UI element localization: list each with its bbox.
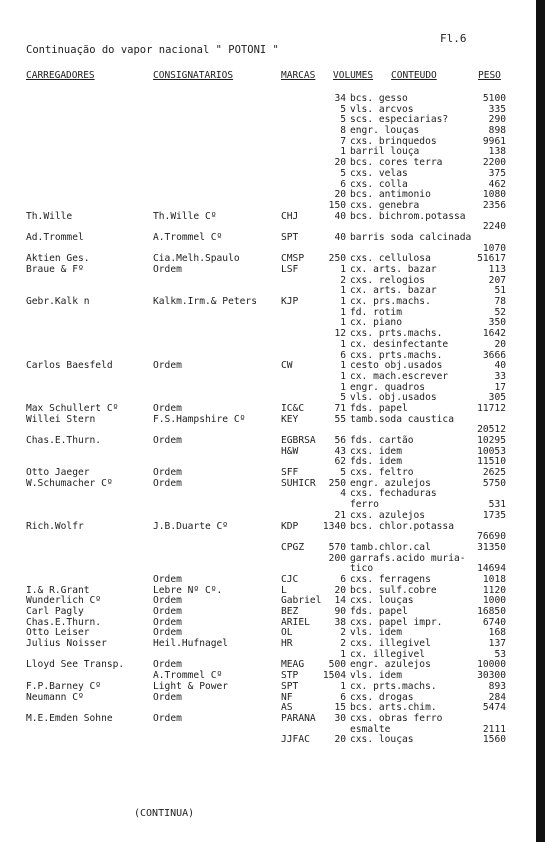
table-row [0,201,545,212]
contents-cell: tamb.chlor.cal [350,541,431,553]
volumes-cell: 14 [334,595,346,607]
weight-cell: 138 [488,146,506,158]
marks-cell: CW [281,360,293,372]
shipper-cell: Otto Jaeger [26,467,90,479]
table-row [0,511,545,522]
consignee-cell: Lebre Nº Cº. [153,584,223,596]
volumes-cell: 1 [340,264,346,275]
marks-cell: SPT [281,231,299,243]
table-row [0,308,545,319]
weight-cell: 11712 [477,402,506,414]
volumes-cell: 5 [340,467,346,479]
consignee-cell: Ordem [153,627,182,639]
weight-cell: 898 [488,125,506,137]
contents-cell: cxs. azulejos [350,509,426,521]
contents-cell: cxs. brinquedos [350,135,437,147]
contents-cell: cxs. prts.machs. [350,328,443,340]
weight-cell: 2240 [482,221,506,233]
contents-cell: bcs. gesso [350,93,408,104]
weight-cell: 168 [488,627,506,639]
volumes-cell: 2 [340,627,346,639]
weight-cell: 1018 [482,573,506,585]
table-row [0,447,545,458]
marks-cell: KDP [281,520,299,532]
contents-cell: esmalte [350,723,391,735]
shipper-cell: Chas.E.Thurn. [26,435,102,446]
weight-cell: 52 [494,306,506,318]
volumes-cell: 62 [334,456,346,468]
marks-cell: ARIEL [281,616,310,628]
marks-cell: CMSP [281,253,305,265]
volumes-cell: 6 [340,691,346,703]
weight-cell: 10053 [477,445,506,457]
shipper-cell: Otto Leiser [26,627,90,639]
volumes-cell: 200 [328,552,346,564]
weight-cell: 375 [488,167,506,179]
table-row [0,126,545,137]
contents-cell: cxs. obras ferro [350,712,443,724]
weight-cell: 1070 [482,242,506,254]
contents-cell: barris soda calcinada [350,231,472,243]
volumes-cell: 8 [340,125,346,137]
header-weight: PESO [478,70,501,81]
weight-cell: 350 [488,317,506,329]
marks-cell: BEZ [281,606,299,617]
table-row [0,682,545,693]
consignee-cell: Ordem [153,595,182,607]
marks-cell: HR [281,638,293,650]
marks-cell: KJP [281,296,299,308]
weight-cell: 284 [488,691,506,703]
volumes-cell: 71 [334,402,346,414]
document-title: Continuação do vapor nacional " POTONI " [26,44,279,56]
marks-cell: NF [281,691,293,703]
marks-cell: PARANA [281,712,316,724]
contents-cell: cxs. genebra [350,199,420,211]
volumes-cell: 1504 [322,670,346,682]
volumes-cell: 250 [328,477,346,489]
consignee-cell: Th.Wille Cº [153,210,217,222]
table-row [0,158,545,169]
volumes-cell: 2 [340,638,346,650]
volumes-cell: 4 [340,488,346,500]
contents-cell: bcs. cores terra [350,157,443,169]
header-marks: MARCAS [281,70,316,81]
table-row [0,190,545,201]
weight-cell: 137 [488,638,506,650]
weight-cell: 2111 [482,723,506,735]
header-consignee: CONSIGNATARIOS [153,70,234,81]
marks-cell: MEAG [281,659,305,671]
shipper-cell: Chas.E.Thurn. [26,616,102,628]
volumes-cell: 250 [328,253,346,265]
volumes-cell: 30 [334,712,346,724]
table-row [0,693,545,704]
marks-cell: AS [281,702,293,714]
table-row [0,115,545,126]
contents-cell: cxs. fechaduras [350,488,437,500]
manifest-table [0,94,545,746]
weight-cell: 51617 [477,253,506,265]
contents-cell: bcs. chlor.potassa [350,520,454,532]
table-row [0,415,545,426]
marks-cell: L [281,584,287,596]
volumes-cell: 1 [340,146,346,158]
contents-cell: cxs. papel impr. [350,616,443,628]
table-row [0,276,545,287]
table-row [0,137,545,148]
contents-cell: cxs. colla [350,178,408,190]
volumes-cell: 40 [334,210,346,222]
consignee-cell: Ordem [153,659,182,671]
volumes-cell: 5 [340,392,346,404]
contents-cell: cxs. idem [350,445,402,457]
marks-cell: OL [281,627,293,639]
marks-cell: SUHICR [281,477,316,489]
volumes-cell: 1 [340,381,346,393]
shipper-cell: Julius Noisser [26,638,107,650]
volumes-cell: 38 [334,616,346,628]
contents-cell: cx. arts. bazar [350,264,437,275]
volumes-cell: 5 [340,114,346,126]
weight-cell: 1120 [482,584,506,596]
weight-cell: 207 [488,274,506,286]
contents-cell: engr. louças [350,125,420,137]
volumes-cell: 1 [340,285,346,297]
shipper-cell: I.& R.Grant [26,584,90,596]
weight-cell: 14694 [477,563,506,575]
volumes-cell: 1 [340,370,346,382]
table-row [0,180,545,191]
table-row [0,564,545,575]
marks-cell: SPT [281,680,299,692]
contents-cell: cx. desinfectante [350,338,449,350]
table-row [0,361,545,372]
volumes-cell: 20 [334,157,346,169]
contents-cell: cx. prts.machs. [350,680,437,692]
marks-cell: EGBRSA [281,435,316,446]
weight-cell: 5750 [482,477,506,489]
contents-cell: cxs. cellulosa [350,253,431,265]
contents-cell: vls. idem [350,670,402,682]
contents-cell: fds. papel [350,606,408,617]
weight-cell: 31350 [477,541,506,553]
table-row [0,639,545,650]
shipper-cell: Aktien Ges. [26,253,90,265]
weight-cell: 113 [488,264,506,275]
consignee-cell: J.B.Duarte Cº [153,520,229,532]
consignee-cell: Ordem [153,264,182,275]
weight-cell: 20512 [477,424,506,436]
weight-cell: 1642 [482,328,506,340]
consignee-cell: A.Trommel Cº [153,670,223,682]
table-row [0,297,545,308]
contents-cell: cx. arts. bazar [350,285,437,297]
table-row [0,372,545,383]
volumes-cell: 55 [334,413,346,425]
shipper-cell: Th.Wille [26,210,73,222]
consignee-cell: Ordem [153,712,182,724]
shipper-cell: Neumann Cº [26,691,84,703]
weight-cell: 5474 [482,702,506,714]
volumes-cell: 40 [334,231,346,243]
marks-cell: STP [281,670,299,682]
weight-cell: 305 [488,392,506,404]
weight-cell: 16850 [477,606,506,617]
contents-cell: fds. idem [350,456,402,468]
volumes-cell: 570 [328,541,346,553]
table-row [0,735,545,746]
volumes-cell: 1 [340,296,346,308]
shipper-cell: M.E.Emden Sohne [26,712,113,724]
volumes-cell: 20 [334,734,346,746]
volumes-cell: 1 [340,360,346,372]
table-row [0,554,545,565]
shipper-cell: Gebr.Kalk n [26,296,90,308]
volumes-cell: 150 [328,199,346,211]
contents-cell: cxs. louças [350,734,414,746]
volumes-cell: 1 [340,680,346,692]
table-row [0,436,545,447]
weight-cell: 20 [494,338,506,350]
contents-cell: fds. papel [350,402,408,414]
contents-cell: vls. idem [350,627,402,639]
header-contents: CONTEUDO [391,70,437,81]
contents-cell: cx. prs.machs. [350,296,431,308]
weight-cell: 33 [494,370,506,382]
weight-cell: 6740 [482,616,506,628]
table-row [0,265,545,276]
weight-cell: 10295 [477,435,506,446]
volumes-cell: 6 [340,573,346,585]
contents-cell: cx. mach.escrever [350,370,449,382]
weight-cell: 53 [494,648,506,660]
table-row [0,233,545,244]
contents-cell: cxs. drogas [350,691,414,703]
shipper-cell: Max Schullert Cº [26,402,119,414]
marks-cell: IC&C [281,402,305,414]
weight-cell: 5100 [482,93,506,104]
page-number: Fl.6 [440,32,467,45]
shipper-cell: Carlos Baesfeld [26,360,113,372]
weight-cell: 3666 [482,349,506,361]
consignee-cell: Light & Power [153,680,229,692]
volumes-cell: 5 [340,103,346,115]
contents-cell: cxs. feltro [350,467,414,479]
contents-cell: scs. especiarias? [350,114,449,126]
weight-cell: 2356 [482,199,506,211]
contents-cell: cesto obj.usados [350,360,443,372]
contents-cell: tamb.soda caustica [350,413,454,425]
contents-cell: fd. rotim [350,306,402,318]
table-row [0,383,545,394]
contents-cell: bcs. arts.chim. [350,702,437,714]
table-row [0,725,545,736]
shipper-cell: Braue & Fº [26,264,84,275]
contents-cell: cxs. louças [350,595,414,607]
shipper-cell: F.P.Barney Cº [26,680,102,692]
contents-cell: bcs. antimonio [350,189,431,201]
contents-cell: cxs. velas [350,167,408,179]
volumes-cell: 7 [340,135,346,147]
consignee-cell: Ordem [153,360,182,372]
contents-cell: garrafs.acido muria- [350,552,466,564]
volumes-cell: 1340 [322,520,346,532]
contents-cell: cxs. ferragens [350,573,431,585]
marks-cell: KEY [281,413,299,425]
shipper-cell: W.Schumacher Cº [26,477,113,489]
table-row [0,660,545,671]
consignee-cell: Ordem [153,616,182,628]
shipper-cell: Wunderlich Cº [26,595,102,607]
table-row [0,329,545,340]
table-row [0,105,545,116]
consignee-cell: Ordem [153,573,182,585]
consignee-cell: Ordem [153,467,182,479]
marks-cell: Gabriel [281,595,322,607]
consignee-cell: Ordem [153,477,182,489]
table-row [0,94,545,105]
volumes-cell: 1 [340,317,346,329]
marks-cell: CHJ [281,210,299,222]
continuation-note: (CONTINUA) [134,808,195,819]
table-row [0,340,545,351]
marks-cell: CPGZ [281,541,305,553]
table-row [0,500,545,511]
weight-cell: 1560 [482,734,506,746]
contents-cell: cxs. prts.machs. [350,349,443,361]
contents-cell: vls. obj.usados [350,392,437,404]
table-row [0,169,545,180]
volumes-cell: 500 [328,659,346,671]
shipper-cell: Rich.Wolfr [26,520,84,532]
weight-cell: 2200 [482,157,506,169]
weight-cell: 40 [494,360,506,372]
consignee-cell: Ordem [153,691,182,703]
weight-cell: 11510 [477,456,506,468]
volumes-cell: 20 [334,584,346,596]
volumes-cell: 34 [334,93,346,104]
table-row [0,489,545,500]
weight-cell: 335 [488,103,506,115]
weight-cell: 76690 [477,531,506,543]
volumes-cell: 21 [334,509,346,521]
table-row [0,532,545,543]
contents-cell: barril louça [350,146,420,158]
weight-cell: 30300 [477,670,506,682]
table-row [0,543,545,554]
marks-cell: JJFAC [281,734,310,746]
volumes-cell: 12 [334,328,346,340]
consignee-cell: Ordem [153,606,182,617]
contents-cell: vls. arcvos [350,103,414,115]
contents-cell: engr. azulejos [350,659,431,671]
weight-cell: 1000 [482,595,506,607]
table-row [0,212,545,223]
shipper-cell: Willei Stern [26,413,96,425]
contents-cell: bcs. sulf.cobre [350,584,437,596]
marks-cell: LSF [281,264,299,275]
volumes-cell: 43 [334,445,346,457]
shipper-cell: Ad.Trommel [26,231,84,243]
consignee-cell: Kalkm.Irm.& Peters [153,296,257,308]
contents-cell: fds. cartão [350,435,414,446]
volumes-cell: 1 [340,306,346,318]
contents-cell: ferro [350,499,379,511]
weight-cell: 531 [488,499,506,511]
volumes-cell: 90 [334,606,346,617]
volumes-cell: 6 [340,349,346,361]
volumes-cell: 20 [334,189,346,201]
table-row [0,522,545,533]
contents-cell: engr. quadros [350,381,426,393]
consignee-cell: A.Trommel Cº [153,231,223,243]
marks-cell: CJC [281,573,299,585]
volumes-cell: 15 [334,702,346,714]
weight-cell: 78 [494,296,506,308]
contents-cell: engr. azulejos [350,477,431,489]
table-row [0,147,545,158]
marks-cell: SFF [281,467,299,479]
consignee-cell: Cia.Melh.Spaulo [153,253,240,265]
weight-cell: 462 [488,178,506,190]
table-row [0,318,545,329]
consignee-cell: Ordem [153,402,182,414]
contents-cell: cx. piano [350,317,402,329]
shipper-cell: Lloyd See Transp. [26,659,125,671]
weight-cell: 1735 [482,509,506,521]
consignee-cell: F.S.Hampshire Cº [153,413,246,425]
volumes-cell: 5 [340,167,346,179]
table-row [0,479,545,490]
contents-cell: bcs. bichrom.potassa [350,210,466,222]
weight-cell: 51 [494,285,506,297]
shipper-cell: Carl Pagly [26,606,84,617]
header-volumes: VOLUMES [333,70,374,81]
consignee-cell: Ordem [153,435,182,446]
volumes-cell: 1 [340,338,346,350]
weight-cell: 17 [494,381,506,393]
volumes-cell: 2 [340,274,346,286]
contents-cell: tico [350,563,374,575]
weight-cell: 2625 [482,467,506,479]
weight-cell: 290 [488,114,506,126]
contents-cell: cxs. illegivel [350,638,431,650]
volumes-cell: 56 [334,435,346,446]
weight-cell: 1080 [482,189,506,201]
header-shipper: CARREGADORES [26,70,95,81]
weight-cell: 9961 [482,135,506,147]
contents-cell: cxs. relogios [350,274,426,286]
volumes-cell: 1 [340,648,346,660]
consignee-cell: Heil.Hufnagel [153,638,229,650]
marks-cell: H&W [281,445,299,457]
weight-cell: 10000 [477,659,506,671]
weight-cell: 893 [488,680,506,692]
volumes-cell: 6 [340,178,346,190]
table-row [0,714,545,725]
contents-cell: cx. illegivel [350,648,426,660]
scan-edge [536,0,545,842]
